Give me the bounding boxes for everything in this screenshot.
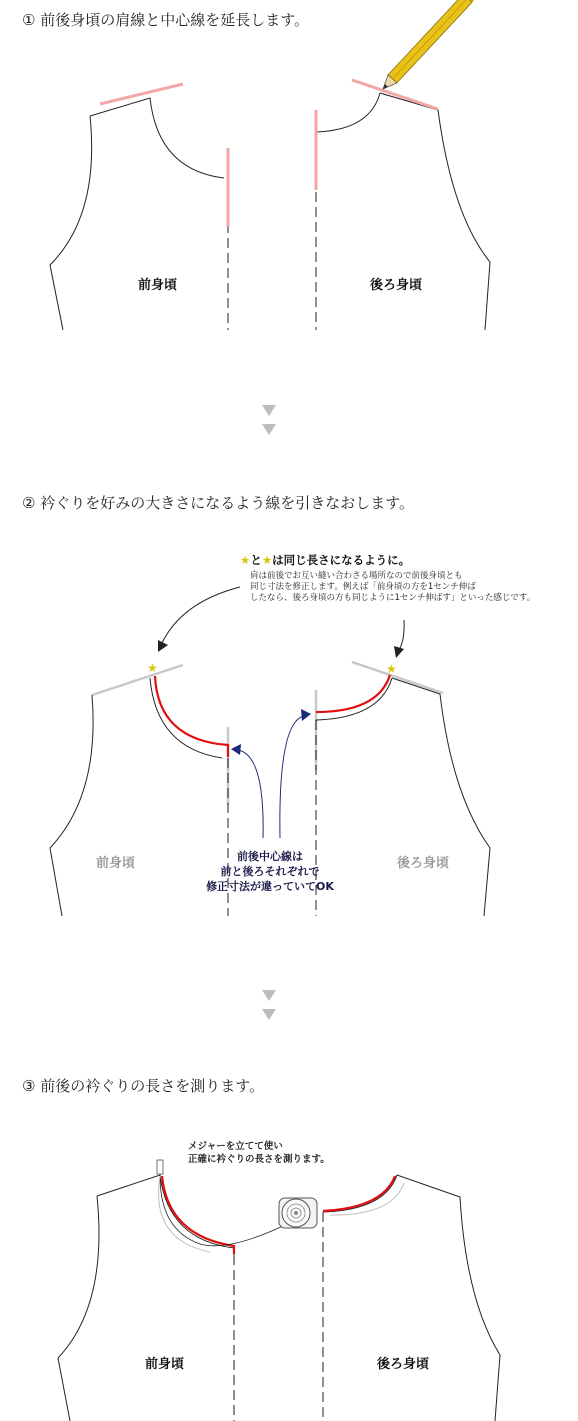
down-arrow-icon	[262, 424, 276, 435]
front-measured-neckline	[162, 1176, 234, 1254]
back-neckline	[316, 93, 380, 132]
front-outline	[90, 98, 224, 178]
back-bodice-label: 後ろ身頃	[397, 856, 450, 871]
measure-note: メジャーを立てて使い 正確に衿ぐりの長さを測ります。	[188, 1141, 330, 1165]
center-arrow-right	[280, 716, 304, 838]
front-bodice-label: 前身頃	[96, 856, 136, 871]
tape-measure-icon	[279, 1198, 317, 1228]
step3-front-bodice	[58, 1160, 285, 1421]
step-2-title: ② 衿ぐりを好みの大きさになるよう線を引きなおします。	[22, 494, 415, 512]
star-icon: ★	[386, 662, 397, 676]
center-arrow-left	[238, 750, 263, 838]
star-icon: ★	[147, 661, 158, 675]
step-1-title: ① 前後身頃の肩線と中心線を延長します。	[22, 11, 310, 29]
back-bodice-label: 後ろ身頃	[370, 278, 423, 293]
step-3-title: ③ 前後の衿ぐりの長さを測ります。	[22, 1077, 265, 1095]
down-arrow-icon	[262, 1009, 276, 1020]
back-shoulder-extension	[352, 80, 438, 109]
down-arrow-icon	[262, 405, 276, 416]
front-bodice-label: 前身頃	[145, 1357, 185, 1372]
star-note-body: 肩は前後でお互い縫い合わさる場所なので前後身頃とも 同じ寸法を修正します。例えば「前身頃の方を1センチ伸ば したなら、後ろ身頃の方も同じように1センチ伸ばす」といった感じです。	[250, 571, 536, 603]
front-armhole	[50, 116, 92, 330]
back-new-neckline	[316, 675, 390, 712]
back-shoulder-armhole	[380, 93, 490, 330]
step1-front-bodice	[50, 84, 228, 330]
center-line-note: 前後中心線は 前と後ろそれぞれで 修正寸法が違っていてOK	[206, 850, 334, 893]
measuring-tape	[160, 1176, 285, 1246]
front-bodice-label: 前身頃	[138, 278, 178, 293]
step3-back-bodice	[323, 1175, 500, 1421]
front-new-neckline	[155, 676, 228, 757]
back-bodice-label: 後ろ身頃	[377, 1357, 430, 1372]
down-arrow-icon	[262, 990, 276, 1001]
pencil-icon	[379, 0, 476, 93]
pointer-arrow-left	[162, 587, 240, 643]
pointer-arrow-right	[399, 620, 404, 650]
star-note-title: ★と★は同じ長さになるように。	[240, 553, 411, 567]
